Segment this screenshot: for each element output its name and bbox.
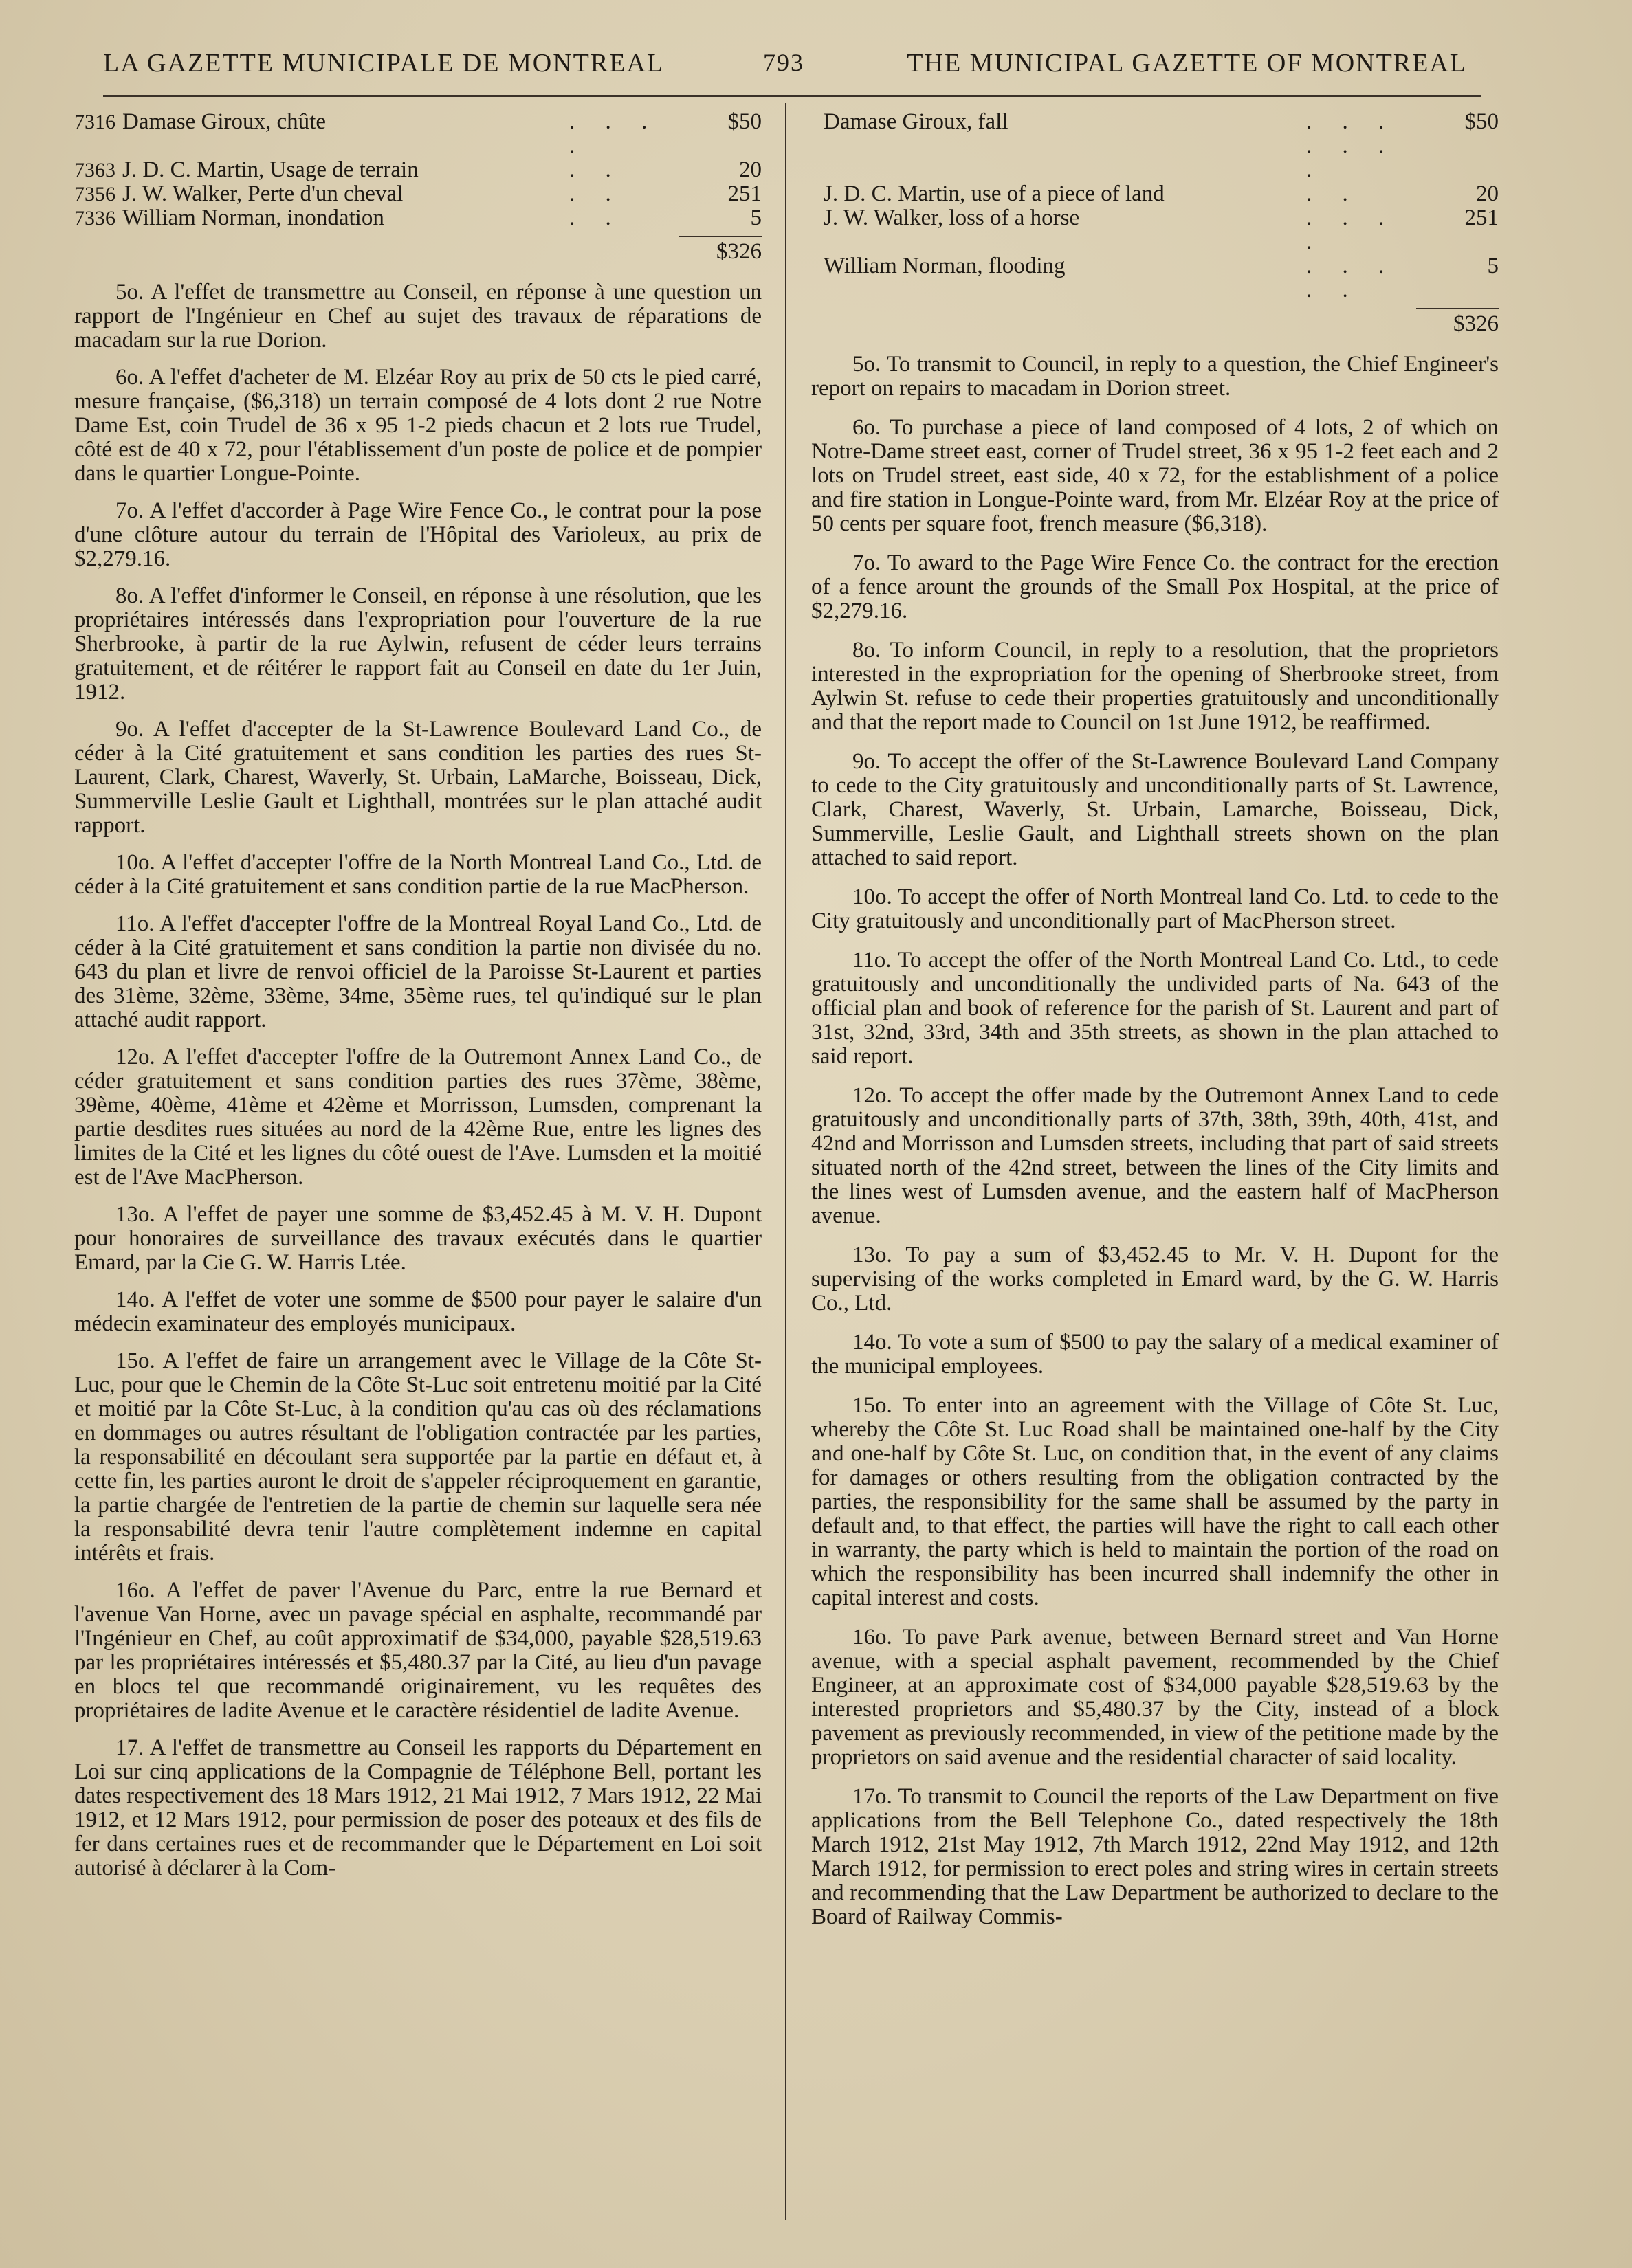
leader-dots: . . . . . — [1306, 254, 1397, 302]
paragraph-en-7: 7o. To award to the Page Wire Fence Co. the contract for the erection of a fence arount the grounds of the Small Pox Hospital, at the price of $2,279.16. — [811, 551, 1499, 623]
claim-name: William Norman, inondation — [122, 205, 384, 230]
table-row — [811, 110, 1499, 182]
paragraph-en-15: 15o. To enter into an agreement with the Village of Côte St. Luc, whereby the Côte St. Luc Road shall be maintained one-half by the City and one-half by Côte St. Luc, on condition that, in the event of any claims for damages or others resulting from the obligation contracted by the parties, the responsibility for the same shall be assumed by the party in default and, to that effect, the parties will have the right to call each other in warranty, the party which is held to maintain the portion of the road on which the responsibility has been incurred shall indemnify the other in capital interest and costs. — [811, 1393, 1499, 1610]
paragraph-en-14: 14o. To vote a sum of $500 to pay the salary of a medical examiner of the municipal employees. — [811, 1330, 1499, 1379]
paragraph-fr-16: 16o. A l'effet de paver l'Avenue du Parc, entre la rue Bernard et l'avenue Van Horne, avec un pavage spécial en asphalte, recommandé par l'Ingénieur en Chef, au coût approximatif de $34,000, payable $28,519.63 par les propriétaires intéressés et $5,480.37 par la Cité, au lieu d'un pavage en blocs tel que recommandé originairement, vu les requêtes des propriétaires de ladite Avenue et le caractère résidentiel de ladite Avenue. — [74, 1578, 762, 1723]
claim-amount: 20 — [739, 157, 762, 182]
paragraph-fr-7: 7o. A l'effet d'accorder à Page Wire Fence Co., le contrat pour la pose d'une clôture autour du terrain de l'Hôpital des Varioleux, au prix de $2,279.16. — [74, 498, 762, 571]
paragraph-en-17: 17o. To transmit to Council the reports of the Law Department on five applications from the Bell Telephone Co., dated respectively the 18th March 1912, 21st May 1912, 7th March 1912, 22nd May 1912, and 12th March 1912, for permission to erect poles and string wires in certain streets and recommending that the Law Department be authorized to declare to the Board of Railway Commis- — [811, 1784, 1499, 1929]
page-header — [103, 43, 1467, 91]
claim-name: J. W. Walker, loss of a horse — [824, 205, 1080, 230]
paragraph-fr-13: 13o. A l'effet de payer une somme de $3,452.45 à M. V. H. Dupont pour honoraires de surveillance des travaux exécutés dans le quartier Emard, par la Cie G. W. Harris Ltée. — [74, 1202, 762, 1275]
claim-amount: 20 — [1476, 181, 1499, 206]
claim-name: J. D. C. Martin, Usage de terrain — [122, 157, 419, 182]
claim-number: 7336 — [74, 207, 115, 230]
english-column — [811, 110, 1499, 1944]
table-row — [74, 158, 762, 182]
claims-table-en — [811, 110, 1499, 302]
leader-dots: . . — [1306, 181, 1360, 206]
paragraph-fr-10: 10o. A l'effet d'accepter l'offre de la North Montreal Land Co., Ltd. de céder à la Cité gratuitement et sans condition partie de la rue MacPherson. — [74, 850, 762, 899]
paragraph-en-12: 12o. To accept the offer made by the Outremont Annex Land to cede gratuitously and unconditionally parts of 37th, 38th, 39th, 40th, 41st, and 42nd and Morrisson and Lumsden streets, including that part of said streets situated north of the 42nd street, between the lines of the City limits and the lines west of Lumsden avenue, and the eastern half of MacPherson avenue. — [811, 1083, 1499, 1228]
leader-dots: . . — [569, 181, 624, 206]
claim-number: 7363 — [74, 159, 115, 181]
claim-number: 7356 — [74, 183, 115, 205]
paragraph-fr-14: 14o. A l'effet de voter une somme de $500 pour payer le salaire d'un médecin examinateur des employés municipaux. — [74, 1287, 762, 1336]
claim-name: Damase Giroux, fall — [824, 109, 1008, 134]
claim-amount: 251 — [1464, 205, 1499, 230]
table-row — [74, 206, 762, 230]
claim-name: J. D. C. Martin, use of a piece of land — [824, 181, 1165, 206]
paragraph-fr-5: 5o. A l'effet de transmettre au Conseil, en réponse à une question un rapport de l'Ingénieur en Chef au sujet des travaux de réparations de macadam sur la rue Dorion. — [74, 280, 762, 353]
paragraph-en-9: 9o. To accept the offer of the St-Lawrence Boulevard Land Company to cede to the City gratuitously and unconditionally parts of St. Lawrence, Clark, Charest, Waverly, St. Urbain, Lamarche, Boisseau, Dick, Summerville, Leslie Gault, and Lighthall streets shown on the plan attached to said report. — [811, 749, 1499, 870]
claim-amount: $50 — [727, 109, 762, 134]
claim-name: Damase Giroux, chûte — [122, 109, 326, 134]
leader-dots: . . . . — [1306, 205, 1397, 254]
total-rule — [679, 236, 762, 237]
claim-amount: $50 — [1464, 109, 1499, 134]
leader-dots: . . . . . . . — [1306, 109, 1397, 182]
paragraph-en-13: 13o. To pay a sum of $3,452.45 to Mr. V. H. Dupont for the supervising of the works completed in Emard ward, by the G. W. Harris Co., Ltd. — [811, 1243, 1499, 1315]
claims-total: $326 — [1453, 311, 1499, 336]
paragraph-fr-12: 12o. A l'effet d'accepter l'offre de la Outremont Annex Land Co., de céder gratuitement et sans condition parties des rues 37ème, 38ème, 39ème, 40ème, 41ème et 42ème et Morrisson, Lumsden, comprenant la partie desdites rues situées au nord de la 42ème Rue, entre les lignes des limites de la Cité et les lignes du côté ouest de l'Ave. Lumsden et la moitié est de l'Ave MacPherson. — [74, 1045, 762, 1190]
table-row — [74, 182, 762, 206]
claim-number: 7316 — [74, 111, 115, 133]
paragraph-en-16: 16o. To pave Park avenue, between Bernard street and Van Horne avenue, with a special asphalt pavement, recommended by the Chief Engineer, at an approximate cost of $34,000 payable $28,519.63 by the interested proprietors and $5,480.37 by the City, instead of a block pavement as previously recommended, in view of the petitione made by the proprietors on said avenue and the residential character of said locality. — [811, 1625, 1499, 1770]
paragraph-fr-11: 11o. A l'effet d'accepter l'offre de la Montreal Royal Land Co., Ltd. de céder à la Cité gratuitement et sans condition la partie non divisée du no. 643 du plan et livre de renvoi officiel de la Paroisse St-Laurent et parties des 31ème, 32ème, 33ème, 34me, 35ème rues, tel qu'indiqué sur le plan attaché audit rapport. — [74, 911, 762, 1032]
claim-name: J. W. Walker, Perte d'un cheval — [122, 181, 404, 206]
claim-name: William Norman, flooding — [824, 254, 1066, 278]
leader-dots: . . — [569, 157, 624, 182]
table-row — [811, 206, 1499, 254]
table-row — [811, 254, 1499, 302]
page-number: 793 — [763, 49, 804, 76]
paragraph-fr-9: 9o. A l'effet d'accepter de la St-Lawrence Boulevard Land Co., de céder à la Cité gratuitement et sans condition les parties des rues St-Laurent, Clark, Charest, Waverly, St. Urbain, LaMarche, Boisseau, Dick, Summerville Leslie Gault et Lighthall, montrées sur le plan attaché audit rapport. — [74, 717, 762, 838]
claim-amount: 5 — [1487, 254, 1499, 278]
paragraph-fr-15: 15o. A l'effet de faire un arrangement avec le Village de la Côte St-Luc, pour que le Chemin de la Côte St-Luc soit entretenu moitié par la Cité et moitié par la Côte St-Luc, à la condition qu'au cas où des réclamations en dommages ou autres résultant de l'obligation contractée par les parties, la responsabilité en découlant sera supportée par la partie en défaut et, à cette fin, les parties auront le droit de s'appeler réciproquement en garantie, la partie chargée de l'entretien de la partie de chemin sur laquelle sera née la responsabilité devra tenir l'autre complètement indemne en capital intérêts et frais. — [74, 1348, 762, 1566]
leader-dots: . . — [569, 205, 624, 230]
french-column — [74, 110, 762, 1893]
header-english-title: THE MUNICIPAL GAZETTE OF MONTREAL — [907, 49, 1467, 78]
column-divider — [785, 103, 786, 2220]
claim-amount: 251 — [727, 181, 762, 206]
claim-amount: 5 — [750, 205, 762, 230]
table-row — [74, 110, 762, 158]
paragraph-en-11: 11o. To accept the offer of the North Montreal Land Co. Ltd., to cede gratuitously and unconditionally the undivided parts of Na. 643 of the official plan and book of reference for the parish of St. Laurent and part of 31st, 32nd, 33rd, 34th and 35th streets, as shown in the plan attached to said report. — [811, 948, 1499, 1069]
total-rule — [1416, 308, 1499, 309]
claims-table-fr — [74, 110, 762, 230]
paragraph-fr-6: 6o. A l'effet d'acheter de M. Elzéar Roy au prix de 50 cts le pied carré, mesure française, ($6,318) un terrain composé de 4 lots dont 2 rue Notre Dame Est, coin Trudel de 36 x 95 1-2 pieds chacun et 2 lots rue Trudel, côté est de 40 x 72, pour l'établissement d'un poste de police et de pompier dans le quartier Longue-Pointe. — [74, 365, 762, 486]
paragraph-en-8: 8o. To inform Council, in reply to a resolution, that the proprietors interested in the expropriation for the opening of Sherbrooke street, from Aylwin St. refuse to cede their properties gratuitously and unconditionally and that the report made to Council on 1st June 1912, be reaffirmed. — [811, 638, 1499, 735]
claims-total: $326 — [716, 239, 762, 264]
header-french-title: LA GAZETTE MUNICIPALE DE MONTREAL — [103, 49, 665, 78]
paragraph-en-10: 10o. To accept the offer of North Montreal land Co. Ltd. to cede to the City gratuitously and unconditionally part of MacPherson street. — [811, 885, 1499, 933]
paragraph-fr-8: 8o. A l'effet d'informer le Conseil, en réponse à une résolution, que les propriétaires intéressés dans l'expropriation pour l'ouverture de la rue Sherbrooke, à partir de la rue Aylwin, refusent de céder leurs terrains gratuitement, et de réitérer le rapport fait au Conseil en date du 1er Juin, 1912. — [74, 583, 762, 704]
paragraph-en-5: 5o. To transmit to Council, in reply to a question, the Chief Engineer's report on repairs to macadam in Dorion street. — [811, 352, 1499, 401]
table-row — [811, 182, 1499, 206]
paragraph-fr-17: 17. A l'effet de transmettre au Conseil les rapports du Département en Loi sur cinq applications de la Compagnie de Téléphone Bell, portant les dates respectivement des 18 Mars 1912, 21 Mai 1912, 7 Mars 1912, 22 Mai 1912, et 12 Mars 1912, pour permission de poser des poteaux et des fils de fer dans certaines rues et de recommander que le Département en Loi soit autorisé à déclarer à la Com- — [74, 1735, 762, 1880]
header-rule — [103, 95, 1481, 97]
leader-dots: . . . . — [569, 109, 660, 158]
paragraph-en-6: 6o. To purchase a piece of land composed of 4 lots, 2 of which on Notre-Dame street east, corner of Trudel street, 36 x 95 1-2 feet each and 2 lots on Trudel street, east side, 40 x 72, for the establishment of a police and fire station in Longue-Pointe ward, from Mr. Elzéar Roy at the price of 50 cents per square foot, french measure ($6,318). — [811, 415, 1499, 536]
